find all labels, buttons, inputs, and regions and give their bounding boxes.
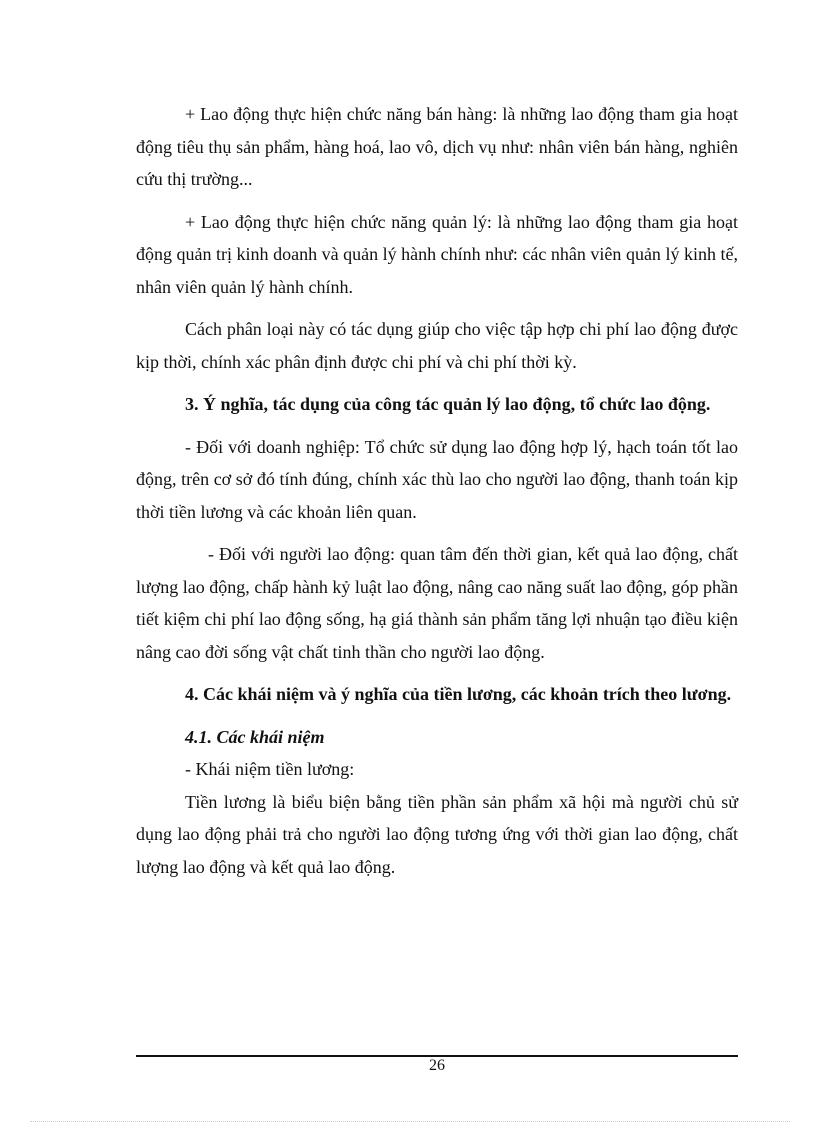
paragraph-management-labor: + Lao động thực hiện chức năng quản lý: là những lao động tham gia hoạt động quản trị kinh doanh và quản lý hành chính như: các nhân viên quản lý kinh tế, nhân viên quản lý hành chính. [136,211,738,297]
paragraph-salary-concept-label: - Khái niệm tiền lương: [185,759,355,779]
page-edge-dotted-line [30,1121,790,1122]
heading-section-3: 3. Ý nghĩa, tác dụng của công tác quản lý lao động, tổ chức lao động. [185,394,711,414]
paragraph-salary-definition: Tiền lương là biểu biện bằng tiền phần sản phẩm xã hội mà người chủ sử dụng lao động phải trả cho người lao động tương ứng với thời gian lao động, chất lượng lao động và kết quả lao động. [136,791,738,877]
heading-section-4: 4. Các khái niệm và ý nghĩa của tiền lương, các khoản trích theo lương. [185,684,732,704]
paragraph-for-enterprise: - Đối với doanh nghiệp: Tổ chức sử dụng lao động hợp lý, hạch toán tốt lao động, trên cơ sở đó tính đúng, chính xác thù lao cho người lao động, thanh toán kịp thời tiền lương và các khoản liên quan. [136,436,738,522]
document-body [136,98,738,893]
paragraph-for-workers: - Đối với người lao động: quan tâm đến thời gian, kết quả lao động, chất lượng lao động, chấp hành kỷ luật lao động, nâng cao năng suất lao động, góp phần tiết kiệm chi phí lao động sống, hạ giá thành sản phẩm tăng lợi nhuận tạo điều kiện nâng cao đời sống vật chất tinh thần cho người lao động. [136,544,738,662]
page-number: 26 [429,1057,445,1074]
paragraph-classification-effect: Cách phân loại này có tác dụng giúp cho việc tập hợp chi phí lao động được kịp thời, chính xác phân định được chi phí và chi phí thời kỳ. [136,319,738,372]
paragraph-sales-labor: + Lao động thực hiện chức năng bán hàng: là những lao động tham gia hoạt động tiêu thụ sản phẩm, hàng hoá, lao vô, dịch vụ như: nhân viên bán hàng, nghiên cứu thị trường... [136,104,738,189]
heading-section-4-1: 4.1. Các khái niệm [185,726,325,747]
